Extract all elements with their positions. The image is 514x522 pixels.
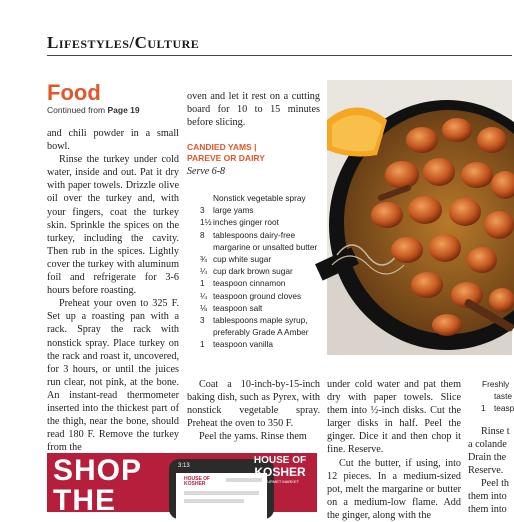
col4-text-4: Reserve. <box>468 464 504 476</box>
ingredient-item <box>200 253 330 265</box>
screen-logo <box>184 477 210 487</box>
ingredient-list <box>200 192 330 351</box>
ad-the-text: THE <box>53 484 116 517</box>
recipe-title-line-1: CANDIED YAMS | <box>187 142 257 152</box>
ingredient-qty: ¼ <box>200 266 207 277</box>
ingredient-qty: ¾ <box>200 254 207 265</box>
col4-text-1: Rinse t <box>481 425 510 437</box>
col2-paragraph-3: Peel the yams. Rinse them <box>199 431 307 443</box>
column-2-top <box>187 90 320 129</box>
food-photo <box>327 80 512 355</box>
col4-ingredient-qty: 1 <box>481 403 486 414</box>
ingredient-qty: 3 <box>200 315 205 326</box>
col4-ingredient-2 <box>468 402 512 414</box>
screen-logo-line-1: HOUSE OF <box>184 476 211 482</box>
ingredient-text: tablespoons maple syrup, preferably Grade A Amber <box>213 315 309 338</box>
screen-logo-line-2: KOSHER <box>184 481 206 487</box>
ingredient-text: tablespoons dairy-free margarine or unsalted butter <box>213 229 318 252</box>
col4-ingredient-text: teasp <box>494 403 514 414</box>
section-title: Lifestyles/Culture <box>47 33 512 56</box>
ingredient-item <box>200 314 330 338</box>
ingredient-item <box>200 192 330 204</box>
recipe-title <box>187 142 327 164</box>
ingredient-item <box>200 277 330 289</box>
col4-text-6: them into <box>468 491 507 503</box>
column-2-bottom <box>187 378 320 443</box>
col4-ingredient-1b: taste <box>494 391 512 402</box>
ingredient-text: cup white sugar <box>213 254 272 265</box>
ad-brand-logo <box>253 455 317 484</box>
ingredient-qty: ¼ <box>200 290 207 301</box>
column-3 <box>327 378 461 522</box>
ingredient-qty <box>200 192 213 204</box>
ingredient-text: teaspoon cinnamon <box>213 278 286 289</box>
col4-text-2: a colande <box>468 438 507 450</box>
screen-bar <box>184 499 244 503</box>
column-1 <box>47 127 179 454</box>
ingredient-item <box>200 216 330 228</box>
continued-prefix: Continued from <box>47 105 108 115</box>
recipe-title-line-2: PAREVE OR DAIRY <box>187 153 265 163</box>
ingredient-item <box>200 204 330 216</box>
article-title: Food <box>47 80 101 105</box>
ad-headline <box>53 456 142 516</box>
ingredient-text: large yams <box>213 205 254 216</box>
ingredient-qty: 1 <box>200 278 205 289</box>
col1-paragraph-2: Rinse the turkey under cold water, inside and out. Pat it dry with paper towels. Drizzle olive oil over the turkey and, with your fingers, coat the turkey skin. Sprinkle the spices on the turkey, including the cavity. Then rub in the spices. Lightly cover the turkey with aluminum foil and refrigerate for 3-6 hours before roasting. <box>47 154 179 297</box>
ingredient-qty: ⅛ <box>200 302 207 313</box>
recipe-serves: Serve 6-8 <box>187 166 226 177</box>
col4-text-7: them into <box>468 504 507 516</box>
ad-shop-text: SHOP <box>53 454 143 487</box>
ingredient-text: teaspoon ground cloves <box>213 290 302 301</box>
ingredient-text: inches ginger root <box>213 217 279 228</box>
col2-paragraph-1: oven and let it rest on a cutting board for 10 to 15 minutes before slicing. <box>187 91 320 129</box>
ingredient-text: teaspoon salt <box>213 302 263 313</box>
col1-paragraph-3: Preheat your oven to 325 F. Set up a roasting pan with a rack. Spray the rack with nonstick spray. Place turkey on the rack and roast it, uncovered, for 3 hours, or until the juices run clear, not pink, at the bone. An instant-read thermometer inserted into the thickest part of the thigh, near the bone, should read 180 F. Remove the turkey from the <box>47 298 179 454</box>
col1-paragraph-1: and chili powder in a small bowl. <box>47 128 179 153</box>
screen-bar <box>184 491 259 495</box>
col4-text-5: Peel th <box>481 477 510 489</box>
column-4 <box>468 378 512 516</box>
ingredient-item <box>200 229 330 253</box>
ingredient-qty: 8 <box>200 229 205 240</box>
ad-brand-line-1: HOUSE OF <box>253 455 307 466</box>
phone-time: 3:13 <box>178 463 190 469</box>
ingredient-qty: 1½ <box>200 217 212 228</box>
continued-page-link[interactable]: Page 19 <box>107 105 140 115</box>
ingredient-text: cup dark brown sugar <box>213 266 293 277</box>
continued-from <box>47 105 140 115</box>
candied-yams-image <box>327 80 512 355</box>
ingredient-item <box>200 265 330 277</box>
col4-ingredient-1: Freshly <box>482 379 510 389</box>
col3-paragraph-2: Cut the butter, if using, into 12 pieces. In a medium-sized pot, melt the margarine or butter on a medium-low flame. Add the ginger, along with the <box>327 457 461 521</box>
ingredient-item <box>200 302 330 314</box>
house-of-kosher-ad[interactable] <box>47 453 317 517</box>
ingredient-text: teaspoon vanilla <box>213 339 273 350</box>
col3-paragraph-1: under cold water and pat them dry with paper towels. Slice them into ½-inch disks. Cut the larger disks in half. Peel the ginger. Dice it and then chop it fine. Reserve. <box>327 379 461 456</box>
col2-paragraph-2: Coat a 10-inch-by-15-inch baking dish, such as Pyrex, with nonstick vegetable spray. Preheat the oven to 350 F. <box>187 379 320 430</box>
ad-brand-line-2: KOSHER <box>254 465 306 479</box>
ad-brand-line-3: GOURMET MARKET <box>260 479 300 484</box>
ingredient-qty: 1 <box>200 339 205 350</box>
ingredient-item <box>200 338 330 350</box>
ingredient-item <box>200 290 330 302</box>
col4-text-3: Drain the <box>468 451 507 463</box>
ingredient-qty: 3 <box>200 205 205 216</box>
ingredient-text: Nonstick vegetable spray <box>213 193 306 203</box>
